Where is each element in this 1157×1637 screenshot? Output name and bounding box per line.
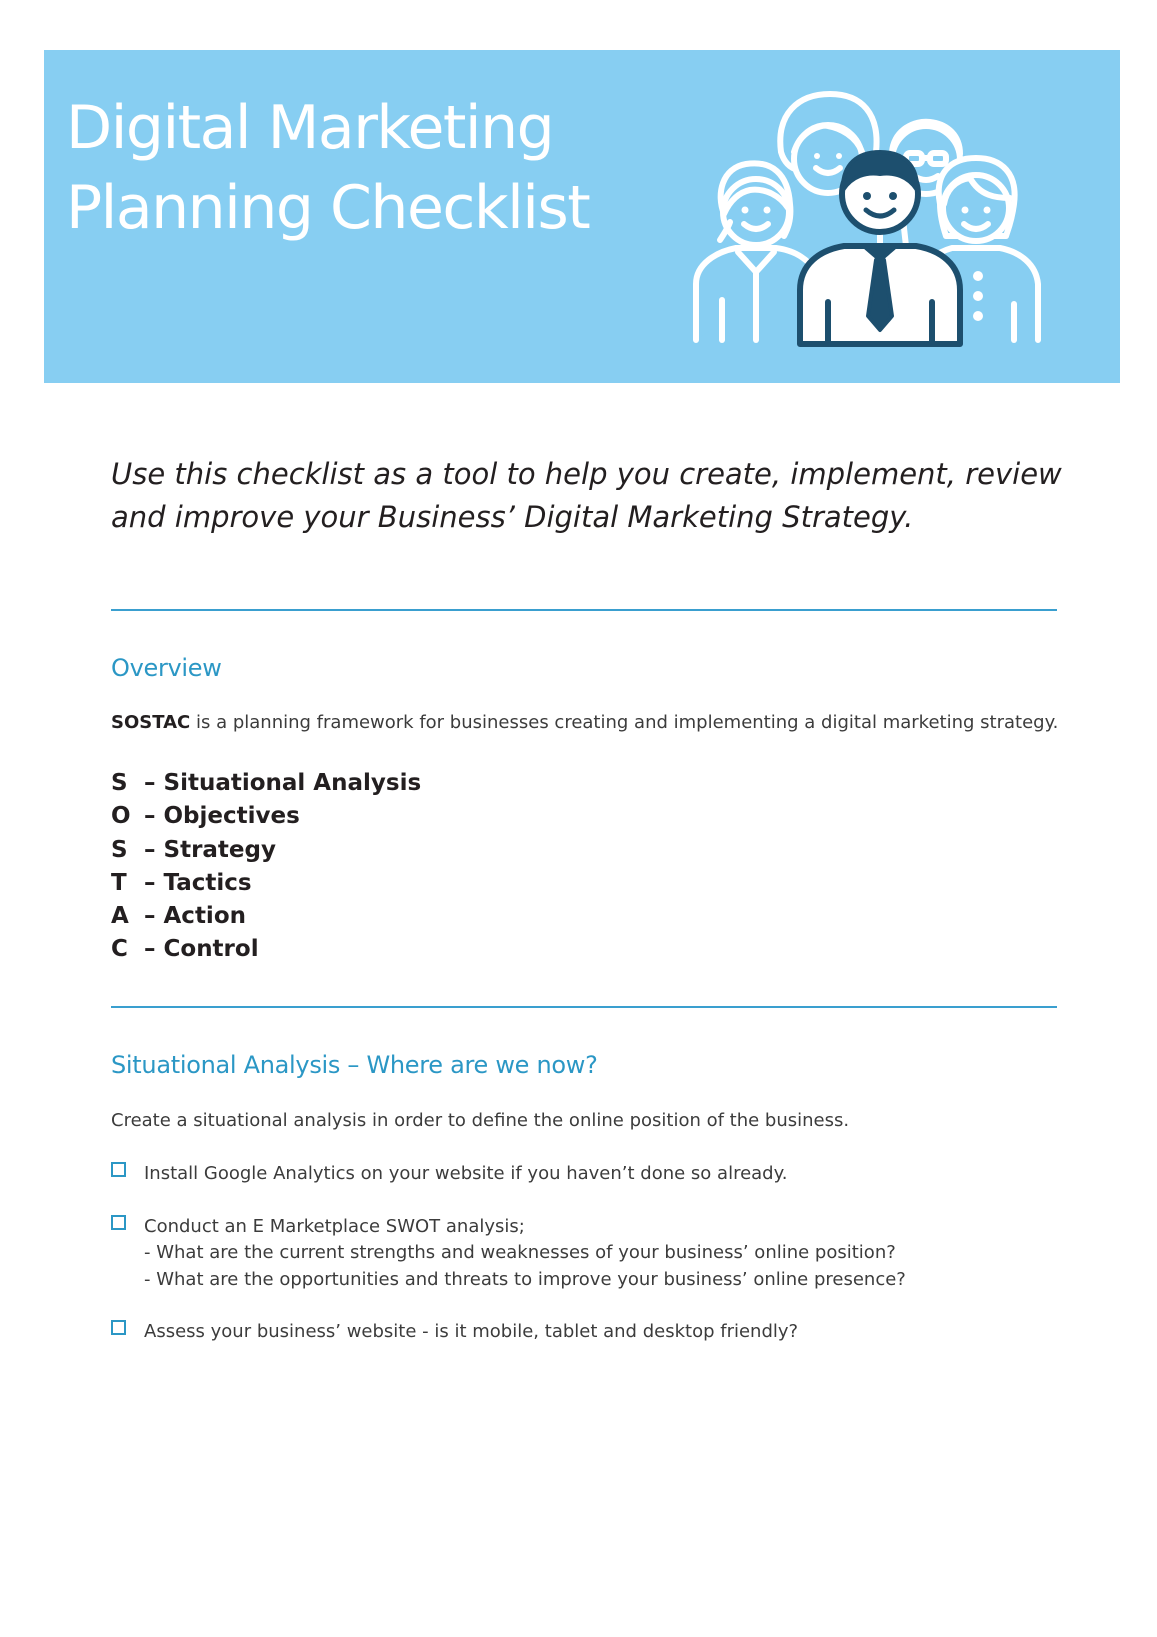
- sostac-label: – Action: [144, 903, 246, 930]
- checkbox[interactable]: [111, 1320, 126, 1335]
- checklist-subitem: - What are the opportunities and threats to improve your business’ online presence?: [144, 1268, 906, 1290]
- checklist-item: [111, 1214, 1071, 1294]
- checklist-item-text: Conduct an E Marketplace SWOT analysis;: [144, 1215, 525, 1237]
- checklist-item-text: Assess your business’ website - is it mobile, tablet and desktop friendly?: [144, 1321, 799, 1342]
- section-divider: [111, 1006, 1057, 1008]
- checkbox[interactable]: [111, 1215, 126, 1230]
- overview-heading: Overview: [111, 654, 222, 682]
- checklist-item: [111, 1161, 1071, 1188]
- sostac-letter: O: [111, 803, 131, 830]
- situational-checklist: [111, 1161, 1071, 1372]
- sostac-item: [111, 767, 421, 800]
- sostac-label: – Control: [144, 936, 259, 963]
- sostac-description: [111, 712, 1058, 733]
- situational-analysis-description: Create a situational analysis in order to define the online position of the business.: [111, 1110, 850, 1131]
- page-title-line-1: Digital Marketing: [66, 93, 554, 163]
- intro-text: [111, 453, 1071, 539]
- sostac-list: [111, 767, 421, 967]
- sostac-item: [111, 867, 421, 900]
- sostac-letter: A: [111, 903, 129, 930]
- section-divider: [111, 609, 1057, 611]
- sostac-letter: T: [111, 869, 127, 896]
- sostac-term: SOSTAC: [111, 712, 191, 733]
- page-title: [66, 88, 589, 248]
- sostac-letter: S: [111, 836, 128, 863]
- sostac-item: [111, 800, 421, 833]
- sostac-item: [111, 900, 421, 933]
- sostac-label: – Situational Analysis: [144, 770, 422, 796]
- checklist-subitem: - What are the current strengths and weaknesses of your business’ online position?: [144, 1242, 896, 1263]
- situational-analysis-heading: Situational Analysis – Where are we now?: [111, 1051, 598, 1079]
- left-woman-icon: [696, 163, 810, 340]
- page-title-line-2: Planning Checklist: [66, 173, 590, 243]
- sostac-label: – Strategy: [144, 836, 276, 863]
- checkbox[interactable]: [111, 1162, 126, 1177]
- sostac-description-text: is a planning framework for businesses creating and implementing a digital marketing strategy.: [190, 712, 1059, 733]
- team-people-icon: [680, 64, 1100, 354]
- sostac-letter: C: [111, 936, 128, 963]
- sostac-item: [111, 933, 421, 966]
- checklist-item-text: Install Google Analytics on your website if you haven’t done so already.: [144, 1163, 788, 1184]
- intro-text-line-1: Use this checklist as a tool to help you create, implement, review: [111, 457, 1062, 491]
- sostac-item: [111, 834, 421, 867]
- intro-text-line-2: and improve your Business’ Digital Marketing Strategy.: [111, 500, 914, 534]
- checklist-item: [111, 1319, 1071, 1346]
- sostac-letter: S: [111, 770, 128, 796]
- sostac-label: – Objectives: [144, 803, 300, 830]
- sostac-label: – Tactics: [144, 869, 252, 896]
